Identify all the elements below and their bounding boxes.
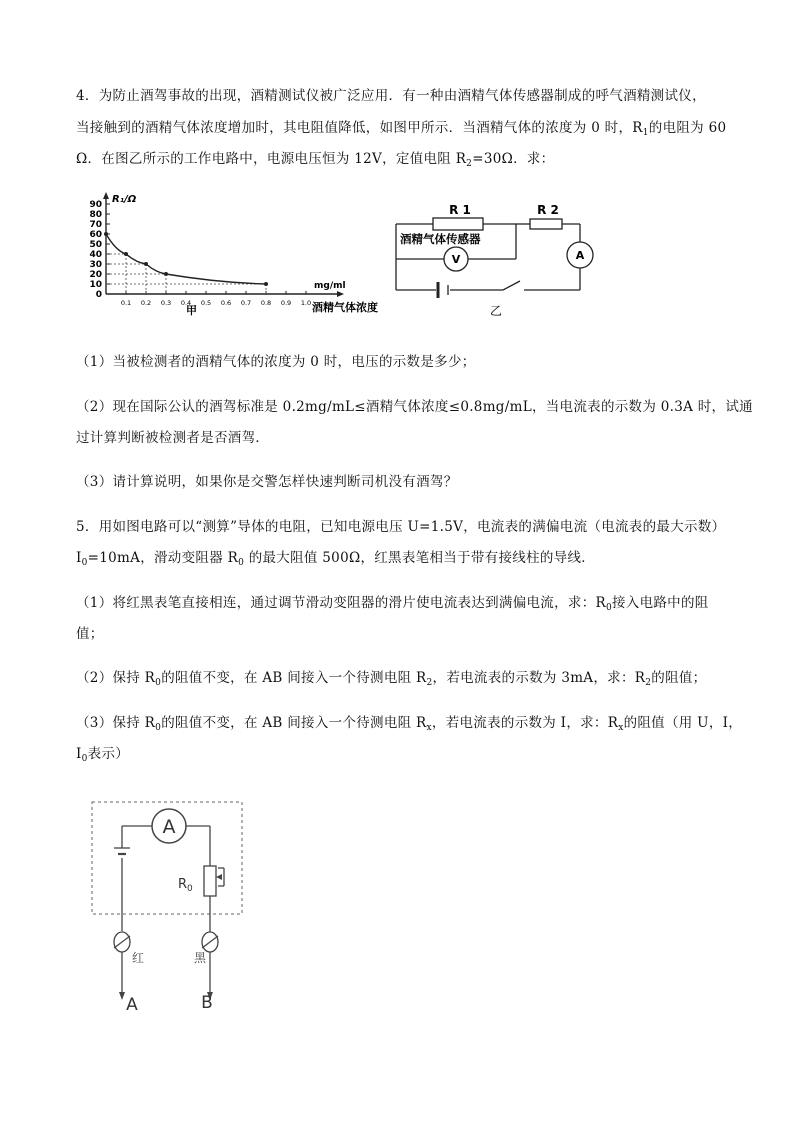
voltmeter-label: V (451, 253, 461, 266)
data-point (124, 252, 128, 256)
q4-line1: 4．为防止酒驾事故的出现，酒精测试仪被广泛应用．有一种由酒精气体传感器制成的呼气酒精测试仪， (76, 88, 706, 104)
caption-yi: 乙 (489, 304, 503, 318)
data-point (144, 262, 148, 266)
x-tick-label: 0.7 (240, 299, 252, 307)
y-tick-label: 80 (89, 210, 102, 220)
y-tick-label: 20 (89, 270, 102, 280)
q5-sub3-line1: （3）保持 $R_0$的阻值不变，在 AB 间接入一个待测电阻 $R_x$，若电流表的示数为 I，求：$R_x$的阻值（用 U，I， (76, 715, 743, 733)
series-line (106, 234, 266, 284)
r0-label: $R_0$ (178, 877, 193, 894)
x-tick-label: 0.6 (220, 299, 232, 307)
figure-jia-graph (82, 190, 382, 320)
q4-sub2-line1: （2）现在国际公认的酒驾标准是 0.2mg/mL≤酒精气体浓度≤0.8mg/mL，当电流表的示数为 0.3A 时，试通 (76, 399, 753, 415)
data-point (164, 272, 168, 276)
y-tick-label: 60 (89, 230, 102, 240)
x-tick-label: 0.8 (260, 299, 272, 307)
r0-resistor (204, 866, 216, 896)
r1-label: R 1 (449, 203, 471, 217)
red-label: 红 (132, 951, 145, 965)
figure-yi-circuit (388, 196, 598, 320)
x-axis-label: 酒精气体浓度 (312, 301, 378, 314)
q4-sub3: （3）请计算说明，如果你是交警怎样快速判断司机没有酒驾？ (76, 474, 458, 490)
y-tick-label: 70 (89, 220, 102, 230)
terminal-a: A (126, 995, 138, 1015)
y-tick-label: 10 (89, 280, 102, 290)
y-tick-label: 40 (89, 250, 102, 260)
x-tick-label: 0.4 (180, 299, 192, 307)
y-axis-label: R₁/Ω (112, 194, 137, 205)
x-tick-label: 0.5 (200, 299, 212, 307)
q5-sub3-line2: $I_0$表示） (76, 746, 130, 764)
figure-q5-circuit (86, 796, 256, 1024)
q4-line2: 当接触到的酒精气体浓度增加时，其电阻值降低，如图甲所示．当酒精气体的浓度为 0 时，$R_1$的电阻为 60 (76, 120, 727, 138)
ammeter-label: A (162, 816, 176, 838)
caption-jia: 甲 (186, 304, 197, 317)
y-tick-label: 30 (89, 260, 102, 270)
terminal-b: B (201, 993, 213, 1013)
x-tick-label: 0.2 (140, 299, 152, 307)
q5-line1: 5．用如图电路可以“测算”导体的电阻，已知电源电压 U=1.5V，电流表的满偏电流（电流表的最大示数） (76, 519, 726, 535)
q4-sub1: （1）当被检测者的酒精气体的浓度为 0 时，电压的示数是多少； (76, 354, 476, 370)
q5-line2: $I_0=10mA$，滑动变阻器 $R_0$ 的最大阻值 500Ω，红黑表笔相当于带有接线柱的导线． (76, 550, 596, 568)
black-label: 黑 (194, 951, 207, 965)
data-point (104, 232, 108, 236)
q5-sub2: （2）保持 $R_0$的阻值不变，在 AB 间接入一个待测电阻 $R_2$，若电流表的示数为 3mA，求：$R_2$的阻值； (76, 670, 707, 688)
x-axis-arrow (337, 291, 344, 297)
q4-sub2-line2: 过计算判断被检测者是否酒驾． (76, 430, 270, 446)
x-unit-label: mg/ml (314, 281, 346, 291)
y-axis-arrow (103, 192, 109, 199)
ammeter-label: A (575, 249, 585, 262)
y-tick-label: 50 (89, 240, 102, 250)
r2-resistor (530, 219, 562, 229)
graph-root (89, 192, 378, 317)
x-tick-label: 1.0 (300, 299, 312, 307)
q4-line3: Ω．在图乙所示的工作电路中，电源电压恒为 12V，定值电阻 $R_2=30\Omega$．求： (76, 151, 555, 169)
r2-label: R 2 (537, 203, 559, 217)
x-tick-label: 0.3 (160, 299, 172, 307)
r1-resistor (433, 218, 483, 230)
data-point (264, 282, 268, 286)
y-tick-label: 90 (89, 200, 102, 210)
y-tick-label: 0 (95, 290, 102, 300)
q5-sub1-line2: 值； (76, 626, 104, 642)
x-tick-label: 0.1 (120, 299, 132, 307)
q5-sub1-line1: （1）将红黑表笔直接相连，通过调节滑动变阻器的滑片使电流表达到满偏电流，求：$R_0$接入电路中的阻 (76, 595, 709, 613)
x-tick-label: 0.9 (280, 299, 292, 307)
sensor-label: 酒精气体传感器 (400, 232, 481, 246)
